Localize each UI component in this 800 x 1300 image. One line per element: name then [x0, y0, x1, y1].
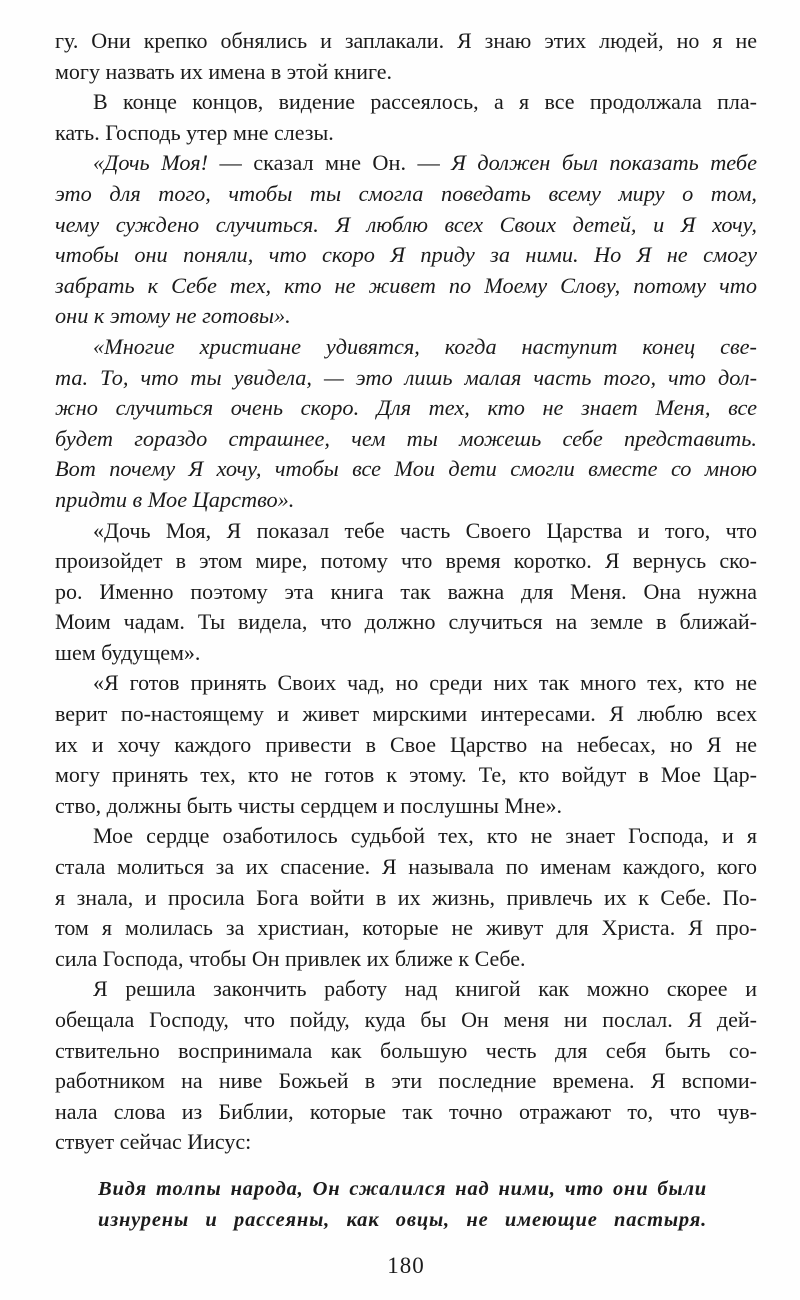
text-line: «Многие христиане удивятся, когда наступит конец све-	[93, 333, 757, 359]
text-line: забрать к Себе тех, кто не живет по Моему Слову, потому что	[55, 272, 757, 298]
text-line-mixed	[55, 148, 757, 179]
text-line: это для того, чтобы ты смогла поведать всему миру о том,	[55, 180, 757, 206]
text-line: та. То, что ты увидела, — это лишь малая часть того, что дол-	[55, 364, 757, 390]
paragraph-finish-book	[55, 974, 757, 1158]
text-line: изнурены и рассеяны, как овцы, не имеющие пастыря.	[98, 1208, 707, 1231]
text-line: Моим чадам. Ты видела, что должно случиться на земле в ближай-	[55, 609, 757, 635]
text-line: нала слова из Библии, которые так точно отражают то, что чув-	[55, 1098, 757, 1124]
text-line: ро. Именно поэтому эта книга так важна для Меня. Она нужна	[55, 578, 757, 604]
text-line: ство, должны быть чисты сердцем и послушны Мне».	[55, 792, 562, 818]
paragraph-speech-ready	[55, 668, 757, 821]
narration-inset: — сказал мне Он. —	[219, 150, 440, 176]
text-line: произойдет в этом мире, потому что время коротко. Я вернусь ско-	[55, 548, 757, 574]
paragraph-speech-kingdom	[55, 516, 757, 669]
text-line: они к этому не готовы».	[55, 303, 291, 329]
text-line: шем будущем».	[55, 639, 201, 665]
text-line: будет гораздо страшнее, чем ты можешь себе представить.	[55, 425, 757, 451]
text-line: могу назвать их имена в этой книге.	[55, 58, 393, 84]
paragraph-speech-daughter	[55, 148, 757, 332]
text-line: кать. Господь утер мне слезы.	[55, 119, 334, 145]
text-line: В конце концов, видение рассеялось, а я все продолжала пла-	[93, 89, 757, 115]
text-line: Вот почему Я хочу, чтобы все Мои дети смогли вместе со мною	[55, 456, 757, 482]
page-number: 180	[387, 1252, 425, 1278]
text-line: могу принять тех, кто не готов к этому. Те, кто войдут в Мое Цар-	[55, 762, 757, 788]
speech-continuation: Я должен был показать тебе	[451, 150, 757, 176]
text-line: Видя толпы народа, Он сжалился над ними, что они были	[98, 1177, 707, 1200]
text-line: их и хочу каждого привести в Свое Царство на небесах, но Я не	[55, 731, 757, 757]
paragraph-continuation	[55, 26, 757, 87]
text-line: придти в Мое Царство».	[55, 486, 295, 512]
paragraph-prayer	[55, 821, 757, 974]
text-line: верит по-настоящему и живет мирскими интересами. Я люблю всех	[55, 701, 757, 727]
text-line: ствует сейчас Иисус:	[55, 1129, 252, 1155]
text-line: жно случиться очень скоро. Для тех, кто не знает Меня, все	[55, 395, 757, 421]
paragraph-vision-faded	[55, 87, 757, 148]
text-line: Я решила закончить работу над книгой как можно скорее и	[93, 976, 757, 1002]
text-line: гу. Они крепко обнялись и заплакали. Я знаю этих людей, но я не	[55, 28, 757, 53]
text-line: чтобы они поняли, что скоро Я приду за ними. Но Я не смогу	[55, 242, 757, 268]
text-line: Мое сердце озаботилось судьбой тех, кто не знает Господа, и я	[93, 823, 757, 849]
text-line: «Дочь Моя, Я показал тебе часть Своего Царства и того, что	[93, 517, 757, 543]
text-line: стала молиться за их спасение. Я называла по именам каждого, кого	[55, 854, 757, 880]
paragraph-speech-christians	[55, 332, 757, 516]
bible-quote	[98, 1174, 707, 1236]
text-line: обещала Господу, что пойду, куда бы Он меня ни послал. Я дей-	[55, 1007, 757, 1032]
text-line: чему суждено случиться. Я люблю всех Своих детей, и Я хочу,	[55, 211, 757, 237]
text-line: сила Господа, чтобы Он привлек их ближе к Себе.	[55, 945, 526, 971]
text-line: том я молилась за христиан, которые не живут для Христа. Я про-	[55, 915, 757, 941]
text-line: работником на ниве Божьей в эти последние времена. Я вспоми-	[55, 1068, 757, 1094]
speech-open: «Дочь Моя!	[93, 150, 209, 176]
text-line: ствительно воспринимала как большую честь для себя быть со-	[55, 1037, 757, 1063]
text-line: я знала, и просила Бога войти в их жизнь, привлечь их к Себе. По-	[55, 884, 757, 910]
text-line: «Я готов принять Своих чад, но среди них так много тех, кто не	[93, 670, 757, 696]
